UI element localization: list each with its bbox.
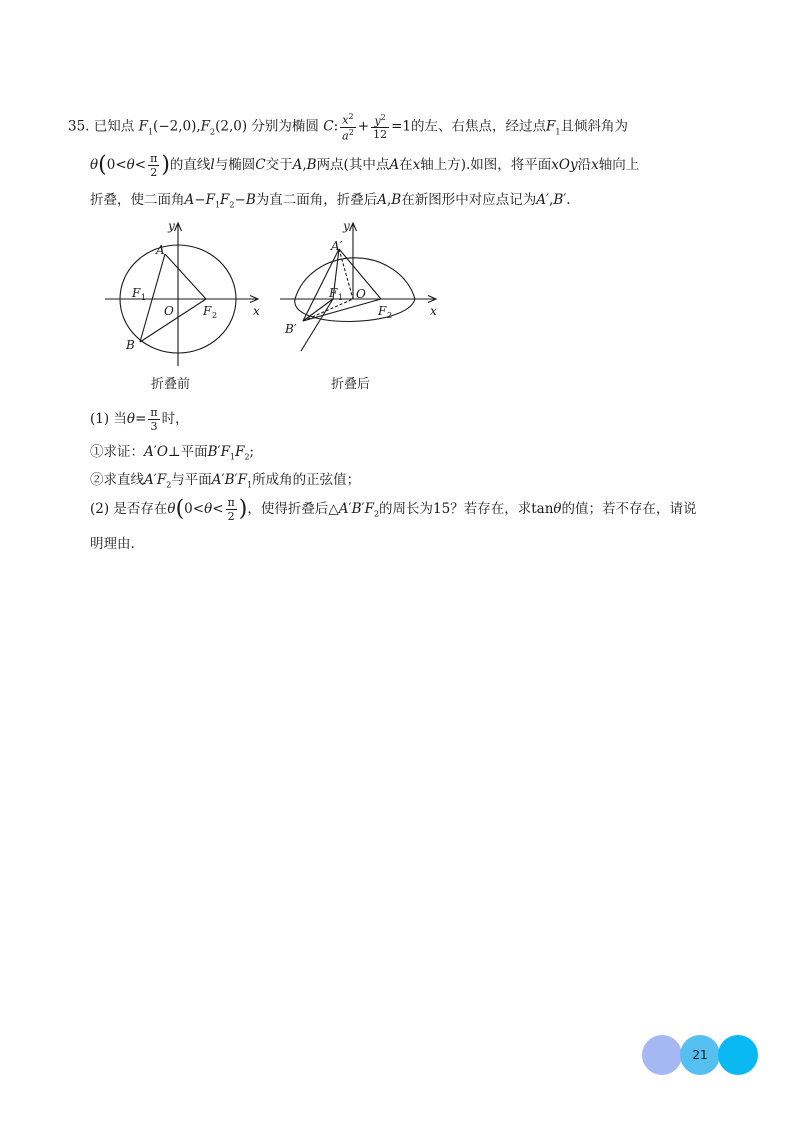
page-number: 21	[692, 1048, 708, 1062]
svg-text:1: 1	[338, 293, 344, 302]
page-badge-circle-1	[642, 1035, 682, 1075]
label-O: O	[356, 287, 366, 301]
figure-before-fold	[100, 218, 270, 368]
part1-question-2: ②求直线$A'F_2$与平面$A'B'F_1$所成角的正弦值；	[90, 472, 361, 490]
svg-text:1: 1	[141, 293, 147, 302]
line-l-extension	[301, 299, 333, 351]
fraction-pi-3: $\frac{\pi}{3}$	[150, 406, 158, 433]
label-B: B	[126, 338, 135, 352]
fraction-y2-12: $\frac{y^2}{12}$	[373, 112, 388, 142]
problem-line-2: θ(0<θ< $\frac{\pi}{2}$ )的直线l与椭圆C交于A,B两点(其中点A在x轴上方).如图，将平面xOy沿x轴向上	[90, 152, 640, 179]
label-A-prime: A′	[331, 239, 343, 253]
label-F2: F	[378, 304, 387, 318]
page-badge-circle-3	[718, 1035, 758, 1075]
label-y: y	[343, 219, 350, 233]
figure-after-fold	[275, 218, 445, 368]
label-O: O	[164, 304, 174, 318]
segment-AF2	[165, 254, 206, 299]
fraction-x2-a2: $\frac{x^2}{a^2}$	[342, 112, 354, 143]
caption-after-fold: 折叠后	[331, 377, 371, 392]
caption-before-fold: 折叠前	[151, 377, 191, 392]
label-y: y	[168, 219, 175, 233]
part2-line-1: (2) 是否存在θ(0<θ< $\frac{\pi}{2}$ )，使得折叠后$\triangle A'B'F_2$的周长为15？若存在，求tanθ的值；若不存在，请说	[90, 496, 697, 523]
label-x: x	[430, 304, 437, 318]
label-F1: F	[329, 286, 338, 300]
svg-text:2: 2	[212, 311, 218, 320]
svg-text:2: 2	[387, 311, 393, 320]
label-B-prime: B′	[285, 322, 297, 336]
problem-line-3: 折叠，使二面角$A-F_1F_2-B$为直二面角，折叠后A,B在新图形中对应点记为A′,B′.	[90, 192, 571, 210]
label-x: x	[253, 304, 260, 318]
part2-line-2: 明理由.	[90, 536, 135, 552]
fraction-pi-2-b: $\frac{\pi}{2}$	[227, 496, 235, 523]
fraction-pi-2: $\frac{\pi}{2}$	[150, 152, 158, 179]
problem-number: 35.	[68, 118, 90, 135]
problem-line-1: 35. 已知点 $F_1(-2,0),F_2(2,0)$ 分别为椭圆 C: $\frac{x^2}{a^2}$ + $\frac{y^2}{12}$ =1的左、右焦点，经过点$F_1$且倾斜角为	[68, 112, 628, 143]
label-A: A	[156, 243, 165, 257]
part1-question-1: ①求证：A′O⊥平面$B'F_1F_2$;	[90, 444, 255, 462]
upper-half-ellipse	[295, 258, 415, 299]
label-F1: F	[132, 286, 141, 300]
segment-A-B	[303, 249, 339, 321]
label-F2: F	[203, 304, 212, 318]
segment-B-F2	[303, 299, 381, 321]
part1-intro: (1) 当θ= $\frac{\pi}{3}$ 时，	[90, 406, 189, 433]
